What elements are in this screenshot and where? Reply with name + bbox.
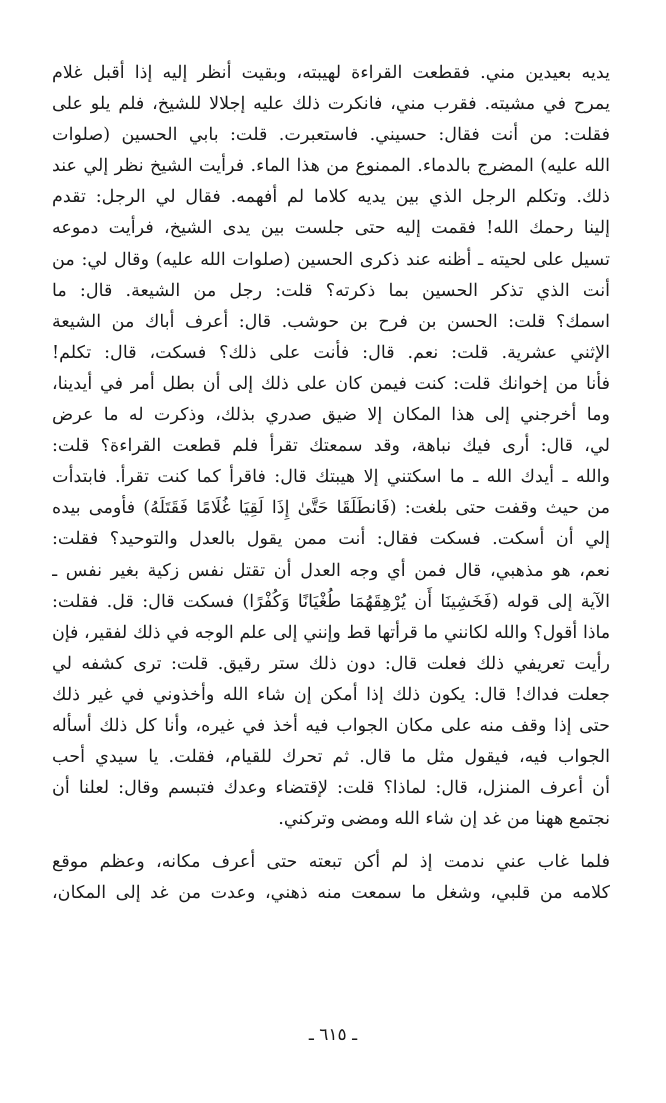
text-line: والله ـ أيدك الله ـ ما اسكتني إلا هيبتك قال: فاقرأ كما كنت تقرأ. فابتدأت <box>52 467 610 488</box>
text-line: رأيت تعريفي ذلك فعلت قال: دون ذلك ستر رقيق. قلت: ترى كشفه لي <box>52 653 610 674</box>
text-line: نعم، هو مذهبي، قال فمن أي وجه العدل أن تقتل نفس زكية بغير نفس ـ <box>52 560 610 581</box>
text-line: كلامه من قلبي، وشغل ما سمعت منه ذهني، وعدت من غد إلى المكان، <box>52 883 610 904</box>
paragraph-1 <box>52 58 610 835</box>
text-line: جعلت فداك! قال: يكون ذلك إذا أمكن إن شاء الله وأخذوني في غير ذلك <box>52 684 610 705</box>
text-line: من حيث وقفت حتى بلغت: (فَانطَلَقَا حَتَّىٰ إِذَا لَقِيَا غُلَامًا فَقَتَلَهُ) فأومى بيده <box>52 498 610 519</box>
text-line: أن أعرف المنزل، قال: لماذا؟ قلت: لإقتضاء وعدك فتبسم وقال: لعلنا أن <box>52 778 610 799</box>
paragraph-2 <box>52 847 610 909</box>
text-line: ماذا أقول؟ والله لكانني ما قرأتها قط وإنني إلى علم الوجه في ذلك لفقير، فإن <box>52 622 610 643</box>
text-line: فقلت: من أنت فقال: حسيني. فاستعبرت. قلت: بابي الحسين (صلوات <box>52 125 610 146</box>
text-line: وما أخرجني إلى هذا المكان إلا ضيق صدري بذلك، وذكرت له ما عرض <box>52 405 610 426</box>
text-line: تسيل على لحيته ـ أظنه عند ذكرى الحسين (صلوات الله عليه) وقال لي: من <box>52 249 610 270</box>
page-number: ـ ٦١٥ ـ <box>308 1025 358 1045</box>
text-line: حتى إذا وقف منه على مكان الجواب فيه أخذ في غيره، وأنا كل ذلك أسأله <box>52 715 610 736</box>
text-line: الله عليه) المضرج بالدماء. الممنوع من هذا الماء. فرأيت الشيخ نظر إلي عند <box>52 156 610 177</box>
text-line: نجتمع ههنا من غد إن شاء الله ومضى وتركني. <box>278 809 610 830</box>
text-line: يديه بعيدين مني. فقطعت القراءة لهيبته، وبقيت أنظر إليه إذا أقبل غلام <box>52 63 610 83</box>
text-line: لي، قال: أرى فيك نباهة، وقد سمعتك تقرأ فلم قطعت القراءة؟ قلت: <box>52 436 610 457</box>
text-line: فأنا من إخوانك قلت: كنت فيمن كان على ذلك إلى أن بطل أمر في أيدينا، <box>52 373 610 394</box>
text-line: أنت الذي تذكر الحسين بما ذكرته؟ قلت: رجل من الشيعة. قال: ما <box>52 280 610 301</box>
text-line: يمرح في مشيته. فقرب مني، فانكرت ذلك عليه إجلالا للشيخ، فلم يلو على <box>52 94 610 115</box>
text-line: إلينا رحمك الله! فقمت إليه حتى جلست بين يدى الشيخ، فرأيت دموعه <box>52 218 610 239</box>
text-line: فلما غاب عني ندمت إذ لم أكن تبعته حتى أعرف مكانه، وعظم موقع <box>52 852 610 873</box>
text-line: الإثني عشرية. قلت: نعم. قال: فأنت على ذلك؟ فسكت، قال: تكلم! <box>52 342 610 363</box>
text-line: الجواب فيه، فيقول مثل ما قال. ثم تحرك للقيام، فقلت. يا سيدي أحب <box>52 747 610 768</box>
body-text <box>52 58 610 910</box>
text-line: الآية إلى قوله (فَخَشِينَا أَن يُرْهِقَهُمَا طُغْيَانًا وَكُفْرًا) فسكت قال: قل. فقلت: <box>52 591 610 612</box>
text-line: إلي أن أسكت. فسكت فقال: أنت ممن يقول بالعدل والتوحيد؟ فقلت: <box>52 529 610 550</box>
text-line: اسمك؟ قلت: الحسن بن فرح بن حوشب. قال: أعرف أباك من الشيعة <box>52 311 610 332</box>
text-line: ذلك. وتكلم الرجل الذي بين يديه كلاما لم أفهمه. فقال لي الرجل: تقدم <box>52 187 610 208</box>
paragraph-gap <box>52 835 610 847</box>
